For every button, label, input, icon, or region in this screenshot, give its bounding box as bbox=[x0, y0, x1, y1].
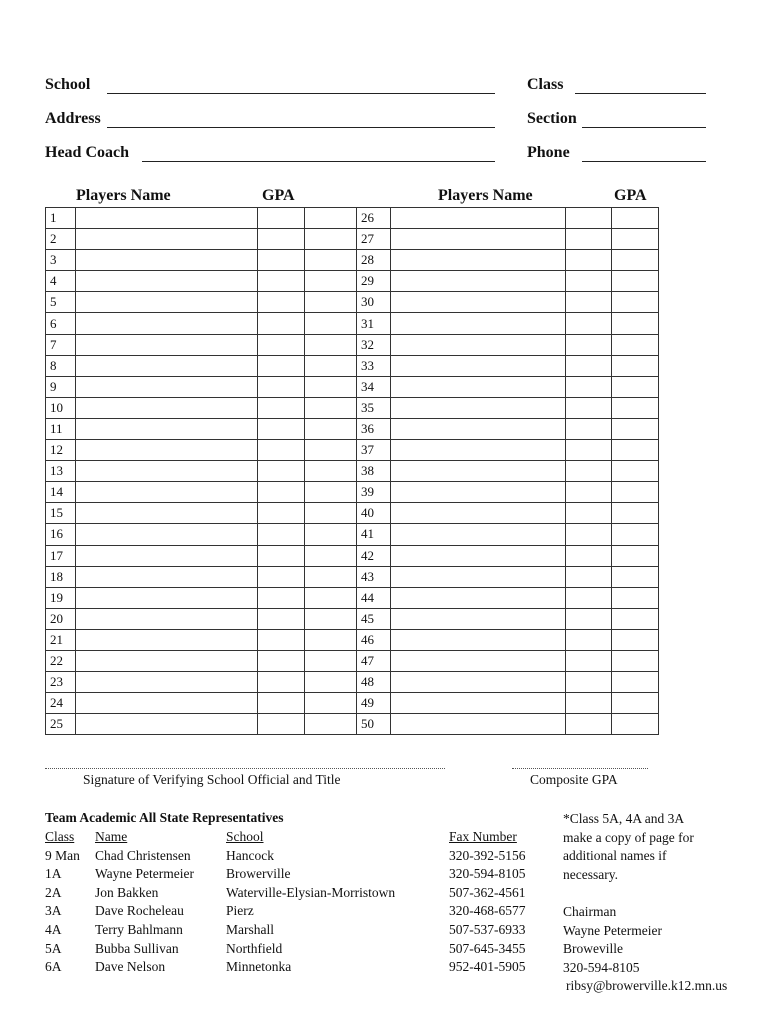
player-name-cell-left[interactable] bbox=[76, 672, 258, 693]
gpa-cell-left[interactable] bbox=[258, 397, 305, 418]
chairman-block bbox=[563, 903, 727, 996]
extra-cell-right[interactable] bbox=[612, 250, 659, 271]
row-number-right: 46 bbox=[357, 629, 391, 650]
rep-name: Chad Christensen bbox=[95, 847, 191, 863]
head-coach-input-line[interactable] bbox=[142, 161, 495, 162]
rep-school: Browerville bbox=[226, 866, 291, 882]
row-number-left: 16 bbox=[46, 524, 76, 545]
chairman-phone: 320-594-8105 bbox=[563, 959, 640, 975]
roster-row bbox=[46, 693, 659, 714]
rep-name: Jon Bakken bbox=[95, 884, 159, 900]
rep-class: 4A bbox=[45, 921, 62, 937]
reps-header-name: Name bbox=[95, 829, 128, 844]
roster-row bbox=[46, 545, 659, 566]
row-number-right: 32 bbox=[357, 334, 391, 355]
section-input-line[interactable] bbox=[582, 127, 706, 128]
row-number-left: 17 bbox=[46, 545, 76, 566]
gpa-cell-right[interactable] bbox=[566, 587, 612, 608]
row-number-left: 8 bbox=[46, 355, 76, 376]
copy-note-line: *Class 5A, 4A and 3A bbox=[563, 811, 685, 826]
player-name-cell-left[interactable] bbox=[76, 376, 258, 397]
gpa-cell-left[interactable] bbox=[258, 545, 305, 566]
player-name-cell-right[interactable] bbox=[391, 545, 566, 566]
roster-row bbox=[46, 250, 659, 271]
extra-cell-right[interactable] bbox=[612, 714, 659, 735]
extra-cell-left[interactable] bbox=[305, 693, 357, 714]
player-name-cell-right[interactable] bbox=[391, 440, 566, 461]
extra-cell-right[interactable] bbox=[612, 608, 659, 629]
player-name-cell-right[interactable] bbox=[391, 503, 566, 524]
rep-school: Minnetonka bbox=[226, 959, 292, 975]
rep-class: 2A bbox=[45, 884, 62, 900]
roster-row bbox=[46, 271, 659, 292]
row-number-right: 29 bbox=[357, 271, 391, 292]
extra-cell-left[interactable] bbox=[305, 418, 357, 439]
extra-cell-left[interactable] bbox=[305, 672, 357, 693]
reps-header-row bbox=[45, 828, 549, 847]
chairman-school: Broweville bbox=[563, 941, 623, 957]
extra-cell-left[interactable] bbox=[305, 334, 357, 355]
row-number-right: 50 bbox=[357, 714, 391, 735]
gpa-cell-right[interactable] bbox=[566, 271, 612, 292]
player-name-cell-left[interactable] bbox=[76, 397, 258, 418]
gpa-header-right: GPA bbox=[614, 187, 647, 204]
gpa-cell-left[interactable] bbox=[258, 714, 305, 735]
gpa-cell-left[interactable] bbox=[258, 440, 305, 461]
player-name-cell-left[interactable] bbox=[76, 482, 258, 503]
row-number-right: 26 bbox=[357, 208, 391, 229]
roster-row bbox=[46, 208, 659, 229]
player-name-cell-left[interactable] bbox=[76, 461, 258, 482]
roster-row bbox=[46, 672, 659, 693]
gpa-cell-left[interactable] bbox=[258, 250, 305, 271]
signature-line[interactable] bbox=[45, 768, 445, 769]
extra-cell-left[interactable] bbox=[305, 271, 357, 292]
row-number-right: 35 bbox=[357, 397, 391, 418]
gpa-cell-right[interactable] bbox=[566, 313, 612, 334]
row-number-left: 7 bbox=[46, 334, 76, 355]
row-number-right: 41 bbox=[357, 524, 391, 545]
gpa-cell-right[interactable] bbox=[566, 355, 612, 376]
gpa-cell-right[interactable] bbox=[566, 397, 612, 418]
row-number-left: 1 bbox=[46, 208, 76, 229]
gpa-header-left: GPA bbox=[262, 187, 295, 204]
reps-row bbox=[45, 865, 549, 884]
rep-fax: 320-594-8105 bbox=[449, 866, 526, 882]
player-name-cell-right[interactable] bbox=[391, 524, 566, 545]
player-name-cell-right[interactable] bbox=[391, 292, 566, 313]
roster-row bbox=[46, 524, 659, 545]
player-name-cell-left[interactable] bbox=[76, 250, 258, 271]
row-number-left: 24 bbox=[46, 693, 76, 714]
rep-fax: 507-645-3455 bbox=[449, 940, 526, 956]
signature-label: Signature of Verifying School Official and Title bbox=[83, 772, 341, 787]
rep-name: Wayne Petermeier bbox=[95, 866, 194, 882]
player-name-cell-right[interactable] bbox=[391, 629, 566, 650]
row-number-right: 42 bbox=[357, 545, 391, 566]
player-name-cell-left[interactable] bbox=[76, 418, 258, 439]
row-number-left: 20 bbox=[46, 608, 76, 629]
roster-table bbox=[45, 207, 659, 735]
extra-cell-right[interactable] bbox=[612, 208, 659, 229]
gpa-cell-right[interactable] bbox=[566, 250, 612, 271]
gpa-cell-right[interactable] bbox=[566, 292, 612, 313]
school-input-line[interactable] bbox=[107, 93, 495, 94]
player-name-cell-right[interactable] bbox=[391, 482, 566, 503]
composite-gpa-label: Composite GPA bbox=[530, 772, 618, 787]
gpa-cell-right[interactable] bbox=[566, 650, 612, 671]
players-name-header-left: Players Name bbox=[76, 187, 171, 204]
gpa-cell-right[interactable] bbox=[566, 672, 612, 693]
gpa-cell-left[interactable] bbox=[258, 271, 305, 292]
extra-cell-left[interactable] bbox=[305, 587, 357, 608]
row-number-left: 3 bbox=[46, 250, 76, 271]
player-name-cell-right[interactable] bbox=[391, 587, 566, 608]
roster-row bbox=[46, 418, 659, 439]
player-name-cell-left[interactable] bbox=[76, 208, 258, 229]
extra-cell-left[interactable] bbox=[305, 461, 357, 482]
gpa-cell-right[interactable] bbox=[566, 418, 612, 439]
player-name-cell-right[interactable] bbox=[391, 250, 566, 271]
gpa-cell-right[interactable] bbox=[566, 208, 612, 229]
player-name-cell-right[interactable] bbox=[391, 608, 566, 629]
extra-cell-left[interactable] bbox=[305, 608, 357, 629]
gpa-cell-left[interactable] bbox=[258, 650, 305, 671]
row-number-left: 9 bbox=[46, 376, 76, 397]
roster-row bbox=[46, 587, 659, 608]
extra-cell-left[interactable] bbox=[305, 524, 357, 545]
chairman-email[interactable]: ribsy@browerville.k12.mn.us bbox=[566, 978, 728, 994]
player-name-cell-left[interactable] bbox=[76, 229, 258, 250]
composite-gpa-line[interactable] bbox=[512, 768, 648, 769]
row-number-right: 47 bbox=[357, 650, 391, 671]
extra-cell-left[interactable] bbox=[305, 313, 357, 334]
row-number-right: 44 bbox=[357, 587, 391, 608]
roster-row bbox=[46, 461, 659, 482]
roster-row bbox=[46, 355, 659, 376]
extra-cell-right[interactable] bbox=[612, 418, 659, 439]
phone-label: Phone bbox=[527, 144, 570, 161]
reps-header-class: Class bbox=[45, 829, 75, 844]
rep-name: Bubba Sullivan bbox=[95, 940, 179, 956]
extra-cell-right[interactable] bbox=[612, 376, 659, 397]
gpa-cell-right[interactable] bbox=[566, 482, 612, 503]
gpa-cell-right[interactable] bbox=[566, 693, 612, 714]
row-number-right: 45 bbox=[357, 608, 391, 629]
reps-row bbox=[45, 847, 549, 866]
row-number-right: 31 bbox=[357, 313, 391, 334]
gpa-cell-left[interactable] bbox=[258, 503, 305, 524]
row-number-left: 13 bbox=[46, 461, 76, 482]
section-label: Section bbox=[527, 110, 577, 127]
rep-name: Terry Bahlmann bbox=[95, 921, 183, 937]
player-name-cell-left[interactable] bbox=[76, 566, 258, 587]
player-name-cell-right[interactable] bbox=[391, 461, 566, 482]
roster-row bbox=[46, 714, 659, 735]
extra-cell-right[interactable] bbox=[612, 545, 659, 566]
rep-fax: 952-401-5905 bbox=[449, 959, 526, 975]
extra-cell-left[interactable] bbox=[305, 229, 357, 250]
roster-row bbox=[46, 334, 659, 355]
rep-school: Pierz bbox=[226, 903, 254, 919]
rep-name: Dave Rocheleau bbox=[95, 903, 184, 919]
school-label: School bbox=[45, 76, 91, 93]
gpa-cell-right[interactable] bbox=[566, 608, 612, 629]
gpa-cell-left[interactable] bbox=[258, 334, 305, 355]
extra-cell-right[interactable] bbox=[612, 693, 659, 714]
reps-header-fax: Fax Number bbox=[449, 829, 517, 844]
extra-cell-right[interactable] bbox=[612, 334, 659, 355]
row-number-left: 19 bbox=[46, 587, 76, 608]
gpa-cell-left[interactable] bbox=[258, 313, 305, 334]
chairman-name: Wayne Petermeier bbox=[563, 922, 662, 938]
player-name-cell-left[interactable] bbox=[76, 587, 258, 608]
player-name-cell-right[interactable] bbox=[391, 566, 566, 587]
gpa-cell-left[interactable] bbox=[258, 524, 305, 545]
reps-header-school: School bbox=[226, 829, 264, 844]
rep-class: 9 Man bbox=[45, 847, 80, 863]
extra-cell-left[interactable] bbox=[305, 503, 357, 524]
player-name-cell-right[interactable] bbox=[391, 376, 566, 397]
extra-cell-left[interactable] bbox=[305, 482, 357, 503]
row-number-left: 5 bbox=[46, 292, 76, 313]
roster-row bbox=[46, 629, 659, 650]
row-number-left: 2 bbox=[46, 229, 76, 250]
player-name-cell-left[interactable] bbox=[76, 629, 258, 650]
row-number-left: 14 bbox=[46, 482, 76, 503]
row-number-left: 6 bbox=[46, 313, 76, 334]
rep-class: 1A bbox=[45, 866, 62, 882]
roster-row bbox=[46, 608, 659, 629]
rep-fax: 507-362-4561 bbox=[449, 884, 526, 900]
player-name-cell-left[interactable] bbox=[76, 650, 258, 671]
player-name-cell-left[interactable] bbox=[76, 313, 258, 334]
gpa-cell-right[interactable] bbox=[566, 629, 612, 650]
player-name-cell-right[interactable] bbox=[391, 334, 566, 355]
player-name-cell-left[interactable] bbox=[76, 693, 258, 714]
rep-school: Waterville-Elysian-Morristown bbox=[226, 884, 396, 900]
player-name-cell-right[interactable] bbox=[391, 672, 566, 693]
extra-cell-left[interactable] bbox=[305, 208, 357, 229]
extra-cell-left[interactable] bbox=[305, 714, 357, 735]
extra-cell-left[interactable] bbox=[305, 250, 357, 271]
extra-cell-right[interactable] bbox=[612, 397, 659, 418]
extra-cell-left[interactable] bbox=[305, 545, 357, 566]
player-name-cell-right[interactable] bbox=[391, 355, 566, 376]
row-number-right: 34 bbox=[357, 376, 391, 397]
copy-note-line: necessary. bbox=[563, 866, 618, 882]
row-number-right: 33 bbox=[357, 355, 391, 376]
player-name-cell-right[interactable] bbox=[391, 208, 566, 229]
copy-note bbox=[563, 810, 694, 884]
player-name-cell-left[interactable] bbox=[76, 292, 258, 313]
player-name-cell-right[interactable] bbox=[391, 714, 566, 735]
row-number-left: 12 bbox=[46, 440, 76, 461]
rep-name: Dave Nelson bbox=[95, 959, 166, 975]
reps-title: Team Academic All State Representatives bbox=[45, 810, 284, 825]
gpa-cell-left[interactable] bbox=[258, 693, 305, 714]
player-name-cell-right[interactable] bbox=[391, 693, 566, 714]
gpa-cell-left[interactable] bbox=[258, 461, 305, 482]
phone-input-line[interactable] bbox=[582, 161, 706, 162]
player-name-cell-left[interactable] bbox=[76, 440, 258, 461]
rep-fax: 320-392-5156 bbox=[449, 847, 526, 863]
extra-cell-right[interactable] bbox=[612, 440, 659, 461]
player-name-cell-left[interactable] bbox=[76, 334, 258, 355]
player-name-cell-left[interactable] bbox=[76, 503, 258, 524]
row-number-right: 49 bbox=[357, 693, 391, 714]
extra-cell-left[interactable] bbox=[305, 397, 357, 418]
gpa-cell-left[interactable] bbox=[258, 208, 305, 229]
row-number-right: 36 bbox=[357, 418, 391, 439]
row-number-left: 22 bbox=[46, 650, 76, 671]
roster-row bbox=[46, 482, 659, 503]
class-label: Class bbox=[527, 76, 564, 93]
player-name-cell-left[interactable] bbox=[76, 545, 258, 566]
extra-cell-right[interactable] bbox=[612, 271, 659, 292]
gpa-cell-right[interactable] bbox=[566, 334, 612, 355]
player-name-cell-left[interactable] bbox=[76, 608, 258, 629]
extra-cell-right[interactable] bbox=[612, 566, 659, 587]
extra-cell-right[interactable] bbox=[612, 355, 659, 376]
row-number-right: 37 bbox=[357, 440, 391, 461]
extra-cell-right[interactable] bbox=[612, 650, 659, 671]
gpa-cell-left[interactable] bbox=[258, 587, 305, 608]
row-number-left: 21 bbox=[46, 629, 76, 650]
gpa-cell-left[interactable] bbox=[258, 418, 305, 439]
reps-row bbox=[45, 958, 549, 977]
extra-cell-left[interactable] bbox=[305, 650, 357, 671]
roster-row bbox=[46, 440, 659, 461]
row-number-left: 4 bbox=[46, 271, 76, 292]
extra-cell-right[interactable] bbox=[612, 482, 659, 503]
player-name-cell-right[interactable] bbox=[391, 397, 566, 418]
reps-row bbox=[45, 940, 549, 959]
extra-cell-right[interactable] bbox=[612, 461, 659, 482]
reps-table bbox=[45, 828, 549, 977]
gpa-cell-right[interactable] bbox=[566, 376, 612, 397]
gpa-cell-left[interactable] bbox=[258, 482, 305, 503]
rep-fax: 507-537-6933 bbox=[449, 921, 526, 937]
gpa-cell-right[interactable] bbox=[566, 229, 612, 250]
rep-school: Northfield bbox=[226, 940, 283, 956]
roster-row bbox=[46, 566, 659, 587]
extra-cell-right[interactable] bbox=[612, 292, 659, 313]
roster-row bbox=[46, 313, 659, 334]
player-name-cell-right[interactable] bbox=[391, 229, 566, 250]
player-name-cell-left[interactable] bbox=[76, 714, 258, 735]
extra-cell-left[interactable] bbox=[305, 355, 357, 376]
extra-cell-right[interactable] bbox=[612, 229, 659, 250]
reps-row bbox=[45, 921, 549, 940]
extra-cell-right[interactable] bbox=[612, 587, 659, 608]
gpa-cell-right[interactable] bbox=[566, 566, 612, 587]
gpa-cell-right[interactable] bbox=[566, 714, 612, 735]
gpa-cell-left[interactable] bbox=[258, 229, 305, 250]
gpa-cell-left[interactable] bbox=[258, 376, 305, 397]
head-coach-label: Head Coach bbox=[45, 144, 129, 161]
roster-row bbox=[46, 650, 659, 671]
gpa-cell-right[interactable] bbox=[566, 503, 612, 524]
extra-cell-left[interactable] bbox=[305, 566, 357, 587]
gpa-cell-right[interactable] bbox=[566, 440, 612, 461]
row-number-right: 28 bbox=[357, 250, 391, 271]
rep-class: 5A bbox=[45, 940, 62, 956]
roster-row bbox=[46, 397, 659, 418]
gpa-cell-right[interactable] bbox=[566, 545, 612, 566]
address-input-line[interactable] bbox=[107, 127, 495, 128]
extra-cell-right[interactable] bbox=[612, 524, 659, 545]
gpa-cell-left[interactable] bbox=[258, 566, 305, 587]
gpa-cell-left[interactable] bbox=[258, 292, 305, 313]
gpa-cell-left[interactable] bbox=[258, 608, 305, 629]
extra-cell-left[interactable] bbox=[305, 292, 357, 313]
row-number-left: 15 bbox=[46, 503, 76, 524]
extra-cell-right[interactable] bbox=[612, 629, 659, 650]
row-number-right: 40 bbox=[357, 503, 391, 524]
player-name-cell-left[interactable] bbox=[76, 524, 258, 545]
extra-cell-left[interactable] bbox=[305, 376, 357, 397]
player-name-cell-right[interactable] bbox=[391, 418, 566, 439]
player-name-cell-left[interactable] bbox=[76, 355, 258, 376]
row-number-right: 43 bbox=[357, 566, 391, 587]
player-name-cell-right[interactable] bbox=[391, 650, 566, 671]
row-number-right: 48 bbox=[357, 672, 391, 693]
roster-row bbox=[46, 292, 659, 313]
rep-class: 6A bbox=[45, 959, 62, 975]
rep-fax: 320-468-6577 bbox=[449, 903, 526, 919]
row-number-left: 18 bbox=[46, 566, 76, 587]
player-name-cell-right[interactable] bbox=[391, 313, 566, 334]
row-number-left: 25 bbox=[46, 714, 76, 735]
players-name-header-right: Players Name bbox=[438, 187, 533, 204]
roster-row bbox=[46, 376, 659, 397]
row-number-left: 11 bbox=[46, 418, 76, 439]
extra-cell-left[interactable] bbox=[305, 440, 357, 461]
address-label: Address bbox=[45, 110, 101, 127]
extra-cell-right[interactable] bbox=[612, 503, 659, 524]
chairman-title: Chairman bbox=[563, 904, 617, 919]
extra-cell-right[interactable] bbox=[612, 313, 659, 334]
row-number-left: 10 bbox=[46, 397, 76, 418]
reps-row bbox=[45, 884, 549, 903]
player-name-cell-right[interactable] bbox=[391, 271, 566, 292]
row-number-left: 23 bbox=[46, 672, 76, 693]
copy-note-line: additional names if bbox=[563, 848, 667, 864]
gpa-cell-right[interactable] bbox=[566, 524, 612, 545]
gpa-cell-right[interactable] bbox=[566, 461, 612, 482]
gpa-cell-left[interactable] bbox=[258, 672, 305, 693]
extra-cell-right[interactable] bbox=[612, 672, 659, 693]
row-number-right: 30 bbox=[357, 292, 391, 313]
extra-cell-left[interactable] bbox=[305, 629, 357, 650]
class-input-line[interactable] bbox=[575, 93, 706, 94]
player-name-cell-left[interactable] bbox=[76, 271, 258, 292]
row-number-right: 39 bbox=[357, 482, 391, 503]
roster-row bbox=[46, 503, 659, 524]
roster-row bbox=[46, 229, 659, 250]
gpa-cell-left[interactable] bbox=[258, 629, 305, 650]
rep-school: Marshall bbox=[226, 921, 274, 937]
rep-class: 3A bbox=[45, 903, 62, 919]
rep-school: Hancock bbox=[226, 847, 274, 863]
copy-note-line: make a copy of page for bbox=[563, 829, 694, 845]
row-number-right: 38 bbox=[357, 461, 391, 482]
reps-row bbox=[45, 902, 549, 921]
row-number-right: 27 bbox=[357, 229, 391, 250]
gpa-cell-left[interactable] bbox=[258, 355, 305, 376]
